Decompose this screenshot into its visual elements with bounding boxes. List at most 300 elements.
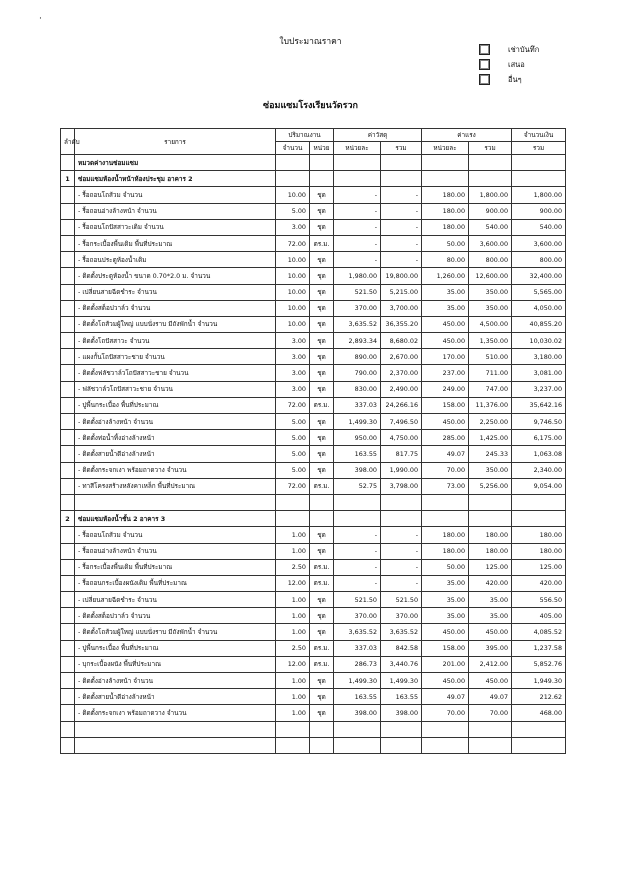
cell-qty	[276, 721, 310, 737]
cell-sum-total: 900.00	[512, 203, 566, 219]
cell-no	[61, 608, 75, 624]
cell-no	[61, 203, 75, 219]
cell-item: - เปลี่ยนสายฉีดชำระ จำนวน	[75, 592, 276, 608]
cell-sum-total: 540.00	[512, 219, 566, 235]
cell-material-total: 398.00	[381, 705, 422, 721]
cell-unit: ชุด	[310, 365, 334, 381]
cell-sum-total: 3,600.00	[512, 235, 566, 251]
header-labor-unit-price: หน่วยละ	[422, 142, 469, 155]
cell-labor-unit-price: 35.00	[422, 592, 469, 608]
cell-unit: ชุด	[310, 381, 334, 397]
cell-material-unit-price: 3,635.52	[334, 316, 381, 332]
cell-material-total: 4,750.00	[381, 430, 422, 446]
header-unit: หน่วย	[310, 142, 334, 155]
cell-no	[61, 414, 75, 430]
cell-labor-unit-price: 70.00	[422, 462, 469, 478]
cell-material-total: -	[381, 575, 422, 591]
cell-unit: ชุด	[310, 333, 334, 349]
cell-material-unit-price: 950.00	[334, 430, 381, 446]
header-material-total: รวม	[381, 142, 422, 155]
table-row	[61, 543, 566, 559]
cell-item: - ติดตั้งอ่างล้างหน้า จำนวน	[75, 673, 276, 689]
cell-qty: 12.00	[276, 575, 310, 591]
table-row	[61, 155, 566, 171]
table-row	[61, 333, 566, 349]
cell-item: - ฟลัชวาล์วโถปัสสาวะชาย จำนวน	[75, 381, 276, 397]
cell-no	[61, 592, 75, 608]
table-row	[61, 219, 566, 235]
cell-material-total	[381, 737, 422, 753]
table-row	[61, 640, 566, 656]
cell-material-total: 2,670.00	[381, 349, 422, 365]
cell-material-unit-price	[334, 737, 381, 753]
cell-qty: 5.00	[276, 462, 310, 478]
cell-material-unit-price: 370.00	[334, 300, 381, 316]
cell-unit: ชุด	[310, 446, 334, 462]
cell-material-total: 842.58	[381, 640, 422, 656]
table-row	[61, 349, 566, 365]
cell-sum-total: 4,050.00	[512, 300, 566, 316]
cell-item: - รื้อถอนอ่างล้างหน้า จำนวน	[75, 203, 276, 219]
cell-material-unit-price: 1,499.30	[334, 673, 381, 689]
cell-no	[61, 656, 75, 672]
cell-qty: 10.00	[276, 316, 310, 332]
cell-labor-total	[469, 721, 512, 737]
cell-unit: ชุด	[310, 203, 334, 219]
cell-material-unit-price: 286.73	[334, 656, 381, 672]
cell-no	[61, 381, 75, 397]
table-row	[61, 705, 566, 721]
cell-no	[61, 300, 75, 316]
cell-material-unit-price: 52.75	[334, 478, 381, 494]
cell-unit: ตร.ม.	[310, 235, 334, 251]
cell-no	[61, 333, 75, 349]
cell-material-total: -	[381, 187, 422, 203]
cell-material-unit-price: 163.55	[334, 689, 381, 705]
cell-labor-total: 245.33	[469, 446, 512, 462]
checkbox-label: เช่าบันทึก	[508, 44, 540, 54]
cell-labor-unit-price: 180.00	[422, 203, 469, 219]
cell-labor-total: 800.00	[469, 252, 512, 268]
cell-item	[75, 737, 276, 753]
header-no: ลำดับ	[61, 129, 75, 155]
cell-material-total: 521.50	[381, 592, 422, 608]
cell-labor-total	[469, 155, 512, 171]
cell-material-total: 19,800.00	[381, 268, 422, 284]
cell-sum-total: 3,237.00	[512, 381, 566, 397]
cell-item: - ปูพื้นกระเบื้อง พื้นที่ประมาณ	[75, 640, 276, 656]
cell-item: - ติดตั้งท่อน้ำทิ้งอ่างล้างหน้า	[75, 430, 276, 446]
cell-no	[61, 316, 75, 332]
cell-item: - รื้อถอนกระเบื้องผนังเดิม พื้นที่ประมาณ	[75, 575, 276, 591]
cell-sum-total	[512, 494, 566, 510]
cell-labor-unit-price	[422, 494, 469, 510]
cell-labor-total: 350.00	[469, 462, 512, 478]
cell-item: ซ่อมแซมห้องน้ำหน้าห้องประชุม อาคาร 2	[75, 171, 276, 187]
header-qty-group: ปริมาณงาน	[276, 129, 334, 142]
cell-sum-total: 9,054.00	[512, 478, 566, 494]
cell-material-unit-price: 337.03	[334, 640, 381, 656]
cell-no	[61, 737, 75, 753]
cell-labor-total: 450.00	[469, 673, 512, 689]
table-row	[61, 446, 566, 462]
cell-no	[61, 478, 75, 494]
cell-unit	[310, 171, 334, 187]
cell-material-total	[381, 171, 422, 187]
cell-sum-total	[512, 511, 566, 527]
cell-material-unit-price: 3,635.52	[334, 624, 381, 640]
cell-labor-total: 11,376.00	[469, 397, 512, 413]
cell-material-unit-price	[334, 171, 381, 187]
cell-qty	[276, 737, 310, 753]
cell-labor-total: 450.00	[469, 624, 512, 640]
cell-material-total: 3,700.00	[381, 300, 422, 316]
cell-labor-unit-price: 180.00	[422, 527, 469, 543]
cell-labor-unit-price: 450.00	[422, 673, 469, 689]
cell-no	[61, 721, 75, 737]
cell-qty: 1.00	[276, 689, 310, 705]
cell-no	[61, 640, 75, 656]
cell-material-unit-price	[334, 494, 381, 510]
table-row	[61, 462, 566, 478]
cell-sum-total: 420.00	[512, 575, 566, 591]
cell-sum-total: 405.00	[512, 608, 566, 624]
cell-qty: 1.00	[276, 673, 310, 689]
cell-no	[61, 559, 75, 575]
cell-unit: ชุด	[310, 414, 334, 430]
cell-material-total: 163.55	[381, 689, 422, 705]
cell-item: - ติดตั้งโถปัสสาวะ จำนวน	[75, 333, 276, 349]
table-row	[61, 430, 566, 446]
cell-material-total: 5,215.00	[381, 284, 422, 300]
table-row	[61, 397, 566, 413]
cell-material-unit-price: -	[334, 527, 381, 543]
cell-material-unit-price: 521.50	[334, 284, 381, 300]
cell-material-total: -	[381, 543, 422, 559]
cell-material-total	[381, 155, 422, 171]
cell-material-unit-price	[334, 155, 381, 171]
cell-sum-total: 3,180.00	[512, 349, 566, 365]
table-header	[61, 129, 566, 155]
cell-labor-total: 12,600.00	[469, 268, 512, 284]
cell-material-unit-price	[334, 511, 381, 527]
cell-labor-unit-price: 80.00	[422, 252, 469, 268]
cell-sum-total: 556.50	[512, 592, 566, 608]
cell-no	[61, 624, 75, 640]
checkbox-row[interactable]	[479, 57, 539, 72]
cell-item: - แผงกั้นโถปัสสาวะชาย จำนวน	[75, 349, 276, 365]
cell-item: - ติดตั้งกระจกเงา พร้อมถาดวาง จำนวน	[75, 462, 276, 478]
cell-unit	[310, 721, 334, 737]
cell-sum-total: 40,855.20	[512, 316, 566, 332]
table-row	[61, 673, 566, 689]
cell-sum-total: 35,642.16	[512, 397, 566, 413]
cell-unit: ชุด	[310, 673, 334, 689]
cell-labor-total: 540.00	[469, 219, 512, 235]
cell-labor-unit-price	[422, 737, 469, 753]
cell-sum-total: 5,852.76	[512, 656, 566, 672]
cell-sum-total	[512, 737, 566, 753]
header-sum-total: รวม	[512, 142, 566, 155]
cell-no	[61, 252, 75, 268]
cell-no	[61, 235, 75, 251]
cell-labor-total	[469, 494, 512, 510]
cell-qty: 5.00	[276, 414, 310, 430]
cell-material-unit-price: 2,893.34	[334, 333, 381, 349]
cell-material-total: -	[381, 559, 422, 575]
cell-qty: 10.00	[276, 300, 310, 316]
cell-material-total: -	[381, 235, 422, 251]
cell-sum-total: 32,400.00	[512, 268, 566, 284]
checkbox-icon[interactable]	[479, 44, 490, 55]
cell-no	[61, 187, 75, 203]
cell-unit: ชุด	[310, 624, 334, 640]
table-row	[61, 478, 566, 494]
cell-qty: 1.00	[276, 543, 310, 559]
cell-material-total: 817.75	[381, 446, 422, 462]
cell-labor-unit-price: 35.00	[422, 575, 469, 591]
cell-item: - รื้อถอนโถส้วม จำนวน	[75, 187, 276, 203]
cell-qty: 5.00	[276, 430, 310, 446]
cell-sum-total: 180.00	[512, 543, 566, 559]
cell-qty: 2.50	[276, 559, 310, 575]
header-material-group: ค่าวัสดุ	[334, 129, 422, 142]
cell-material-total	[381, 494, 422, 510]
table-row	[61, 171, 566, 187]
cell-labor-total: 3,600.00	[469, 235, 512, 251]
table-row	[61, 365, 566, 381]
cell-labor-unit-price: 35.00	[422, 284, 469, 300]
checkbox-label: อื่นๆ	[508, 74, 522, 84]
cell-labor-total: 49.07	[469, 689, 512, 705]
header-labor-group: ค่าแรง	[422, 129, 512, 142]
cell-labor-total: 180.00	[469, 543, 512, 559]
cell-sum-total: 5,565.00	[512, 284, 566, 300]
cell-no	[61, 689, 75, 705]
cell-labor-total: 900.00	[469, 203, 512, 219]
cell-no	[61, 705, 75, 721]
cell-item	[75, 494, 276, 510]
cell-sum-total: 1,949.30	[512, 673, 566, 689]
cell-no	[61, 462, 75, 478]
cell-material-total: 36,355.20	[381, 316, 422, 332]
cell-labor-total: 5,256.00	[469, 478, 512, 494]
cell-item: - ติดตั้งสต็อปวาล์ว จำนวน	[75, 608, 276, 624]
cell-qty: 5.00	[276, 203, 310, 219]
cell-item: - ติดตั้งประตูห้องน้ำ ขนาด 0.70*2.0 ม. จำนวน	[75, 268, 276, 284]
cell-material-total: -	[381, 219, 422, 235]
cell-material-total: 8,680.02	[381, 333, 422, 349]
cell-labor-unit-price: 249.00	[422, 381, 469, 397]
cell-qty: 3.00	[276, 349, 310, 365]
cell-labor-total: 747.00	[469, 381, 512, 397]
cell-labor-total: 350.00	[469, 300, 512, 316]
header-item: รายการ	[75, 129, 276, 155]
cell-labor-total: 395.00	[469, 640, 512, 656]
cell-unit: ชุด	[310, 608, 334, 624]
cell-item: - ติดตั้งสต็อปวาล์ว จำนวน	[75, 300, 276, 316]
cell-unit: ชุด	[310, 592, 334, 608]
cell-sum-total: 9,746.50	[512, 414, 566, 430]
cell-unit: ชุด	[310, 430, 334, 446]
table-row	[61, 268, 566, 284]
cell-item: - รื้อถอนประตูห้องน้ำเดิม	[75, 252, 276, 268]
cell-item: - ติดตั้งฟลัชวาล์วโถปัสสาวะชาย จำนวน	[75, 365, 276, 381]
cell-no	[61, 284, 75, 300]
cell-material-unit-price: -	[334, 559, 381, 575]
cell-material-total: 3,635.52	[381, 624, 422, 640]
cell-material-unit-price: 398.00	[334, 705, 381, 721]
cell-item: - ทาสีโครงสร้างหลังคาเหล็ก พื้นที่ประมาณ	[75, 478, 276, 494]
cell-item: หมวดค่างานซ่อมแซม	[75, 155, 276, 171]
table-row	[61, 592, 566, 608]
cell-material-unit-price: -	[334, 219, 381, 235]
cell-item: - ติดตั้งโถส้วมผู้ใหญ่ แบบนั่งราบ มีถังพักน้ำ จำนวน	[75, 624, 276, 640]
cell-item: - รื้อกระเบื้องพื้นเดิม พื้นที่ประมาณ	[75, 235, 276, 251]
cell-unit: ตร.ม.	[310, 640, 334, 656]
cell-no	[61, 430, 75, 446]
cell-unit: ตร.ม.	[310, 478, 334, 494]
cell-qty	[276, 494, 310, 510]
cell-qty: 1.00	[276, 705, 310, 721]
cell-labor-unit-price: 35.00	[422, 300, 469, 316]
table-row	[61, 511, 566, 527]
cell-labor-total: 420.00	[469, 575, 512, 591]
cell-item: - รื้อถอนโถปัสสาวะเดิม จำนวน	[75, 219, 276, 235]
cell-labor-unit-price: 201.00	[422, 656, 469, 672]
cell-qty: 72.00	[276, 397, 310, 413]
cell-item: - ติดตั้งโถส้วมผู้ใหญ่ แบบนั่งราบ มีถังพักน้ำ จำนวน	[75, 316, 276, 332]
checkbox-row[interactable]	[479, 72, 539, 87]
table-row	[61, 624, 566, 640]
cell-material-total: -	[381, 252, 422, 268]
cell-material-total: -	[381, 527, 422, 543]
cell-labor-total: 35.00	[469, 592, 512, 608]
checkbox-row[interactable]	[479, 42, 539, 57]
cell-sum-total: 212.62	[512, 689, 566, 705]
cell-labor-unit-price: 70.00	[422, 705, 469, 721]
cell-unit: ชุด	[310, 543, 334, 559]
cell-sum-total: 2,340.00	[512, 462, 566, 478]
cell-unit: ชุด	[310, 268, 334, 284]
cell-sum-total: 125.00	[512, 559, 566, 575]
project-subtitle: ซ่อมแซมโรงเรียนวัดรวก	[263, 101, 358, 111]
cell-qty: 2.50	[276, 640, 310, 656]
checkbox-icon[interactable]	[479, 59, 490, 70]
cell-material-unit-price: 521.50	[334, 592, 381, 608]
cell-material-unit-price: 370.00	[334, 608, 381, 624]
cell-unit	[310, 737, 334, 753]
table-row	[61, 689, 566, 705]
estimate-table	[60, 128, 566, 754]
cell-qty: 1.00	[276, 527, 310, 543]
cell-qty: 1.00	[276, 608, 310, 624]
cell-labor-total: 1,800.00	[469, 187, 512, 203]
cell-unit: ชุด	[310, 689, 334, 705]
cell-unit: ตร.ม.	[310, 575, 334, 591]
cell-unit: ชุด	[310, 300, 334, 316]
cell-material-total	[381, 721, 422, 737]
cell-labor-unit-price: 158.00	[422, 640, 469, 656]
checkbox-icon[interactable]	[479, 74, 490, 85]
cell-labor-unit-price: 49.07	[422, 446, 469, 462]
cell-sum-total: 180.00	[512, 527, 566, 543]
cell-item: - ติดตั้งกระจกเงา พร้อมถาดวาง จำนวน	[75, 705, 276, 721]
cell-labor-total: 1,350.00	[469, 333, 512, 349]
cell-sum-total	[512, 721, 566, 737]
cell-material-unit-price: -	[334, 252, 381, 268]
cell-material-total: 24,266.16	[381, 397, 422, 413]
cell-qty: 3.00	[276, 365, 310, 381]
cell-labor-unit-price: 450.00	[422, 624, 469, 640]
cell-labor-total: 4,500.00	[469, 316, 512, 332]
cell-sum-total: 4,085.52	[512, 624, 566, 640]
cell-qty: 3.00	[276, 219, 310, 235]
cell-material-unit-price: 790.00	[334, 365, 381, 381]
cell-qty: 72.00	[276, 235, 310, 251]
cell-labor-total: 510.00	[469, 349, 512, 365]
cell-labor-unit-price	[422, 171, 469, 187]
cell-item: - รื้อถอนโถส้วม จำนวน	[75, 527, 276, 543]
cell-item: - ติดตั้งอ่างล้างหน้า จำนวน	[75, 414, 276, 430]
cell-material-total: 1,990.00	[381, 462, 422, 478]
cell-labor-total	[469, 171, 512, 187]
cell-labor-total	[469, 737, 512, 753]
cell-labor-unit-price	[422, 511, 469, 527]
cell-labor-unit-price: 170.00	[422, 349, 469, 365]
cell-qty	[276, 511, 310, 527]
cell-labor-unit-price	[422, 155, 469, 171]
table-row	[61, 656, 566, 672]
cell-labor-unit-price	[422, 721, 469, 737]
checkbox-label: เสนอ	[508, 59, 525, 69]
cell-material-unit-price: -	[334, 235, 381, 251]
cell-no	[61, 365, 75, 381]
cell-sum-total	[512, 171, 566, 187]
cell-no: 2	[61, 511, 75, 527]
cell-qty: 5.00	[276, 446, 310, 462]
cell-unit	[310, 155, 334, 171]
header-material-unit-price: หน่วยละ	[334, 142, 381, 155]
cell-material-unit-price: 890.00	[334, 349, 381, 365]
cell-item: - รื้อถอนอ่างล้างหน้า จำนวน	[75, 543, 276, 559]
cell-item: - ติดตั้งสายน้ำดีอ่างล้างหน้า	[75, 689, 276, 705]
table-row	[61, 203, 566, 219]
cell-labor-unit-price: 35.00	[422, 608, 469, 624]
cell-sum-total: 800.00	[512, 252, 566, 268]
cell-unit: ตร.ม.	[310, 559, 334, 575]
cell-qty: 10.00	[276, 284, 310, 300]
table-row	[61, 235, 566, 251]
cell-sum-total: 3,081.00	[512, 365, 566, 381]
cell-labor-total: 350.00	[469, 284, 512, 300]
cell-sum-total	[512, 155, 566, 171]
cell-item: ซ่อมแซมห้องน้ำชั้น 2 อาคาร 3	[75, 511, 276, 527]
cell-unit: ชุด	[310, 187, 334, 203]
cell-material-total: 2,490.00	[381, 381, 422, 397]
cell-unit: ชุด	[310, 705, 334, 721]
cell-material-unit-price	[334, 721, 381, 737]
cell-labor-unit-price: 180.00	[422, 219, 469, 235]
cell-material-unit-price: 830.00	[334, 381, 381, 397]
cell-labor-unit-price: 50.00	[422, 235, 469, 251]
cell-material-unit-price: 337.03	[334, 397, 381, 413]
cell-material-total: 2,370.00	[381, 365, 422, 381]
cell-qty	[276, 155, 310, 171]
cell-item: - เปลี่ยนสายฉีดชำระ จำนวน	[75, 284, 276, 300]
cell-labor-total	[469, 511, 512, 527]
cell-material-unit-price: 398.00	[334, 462, 381, 478]
